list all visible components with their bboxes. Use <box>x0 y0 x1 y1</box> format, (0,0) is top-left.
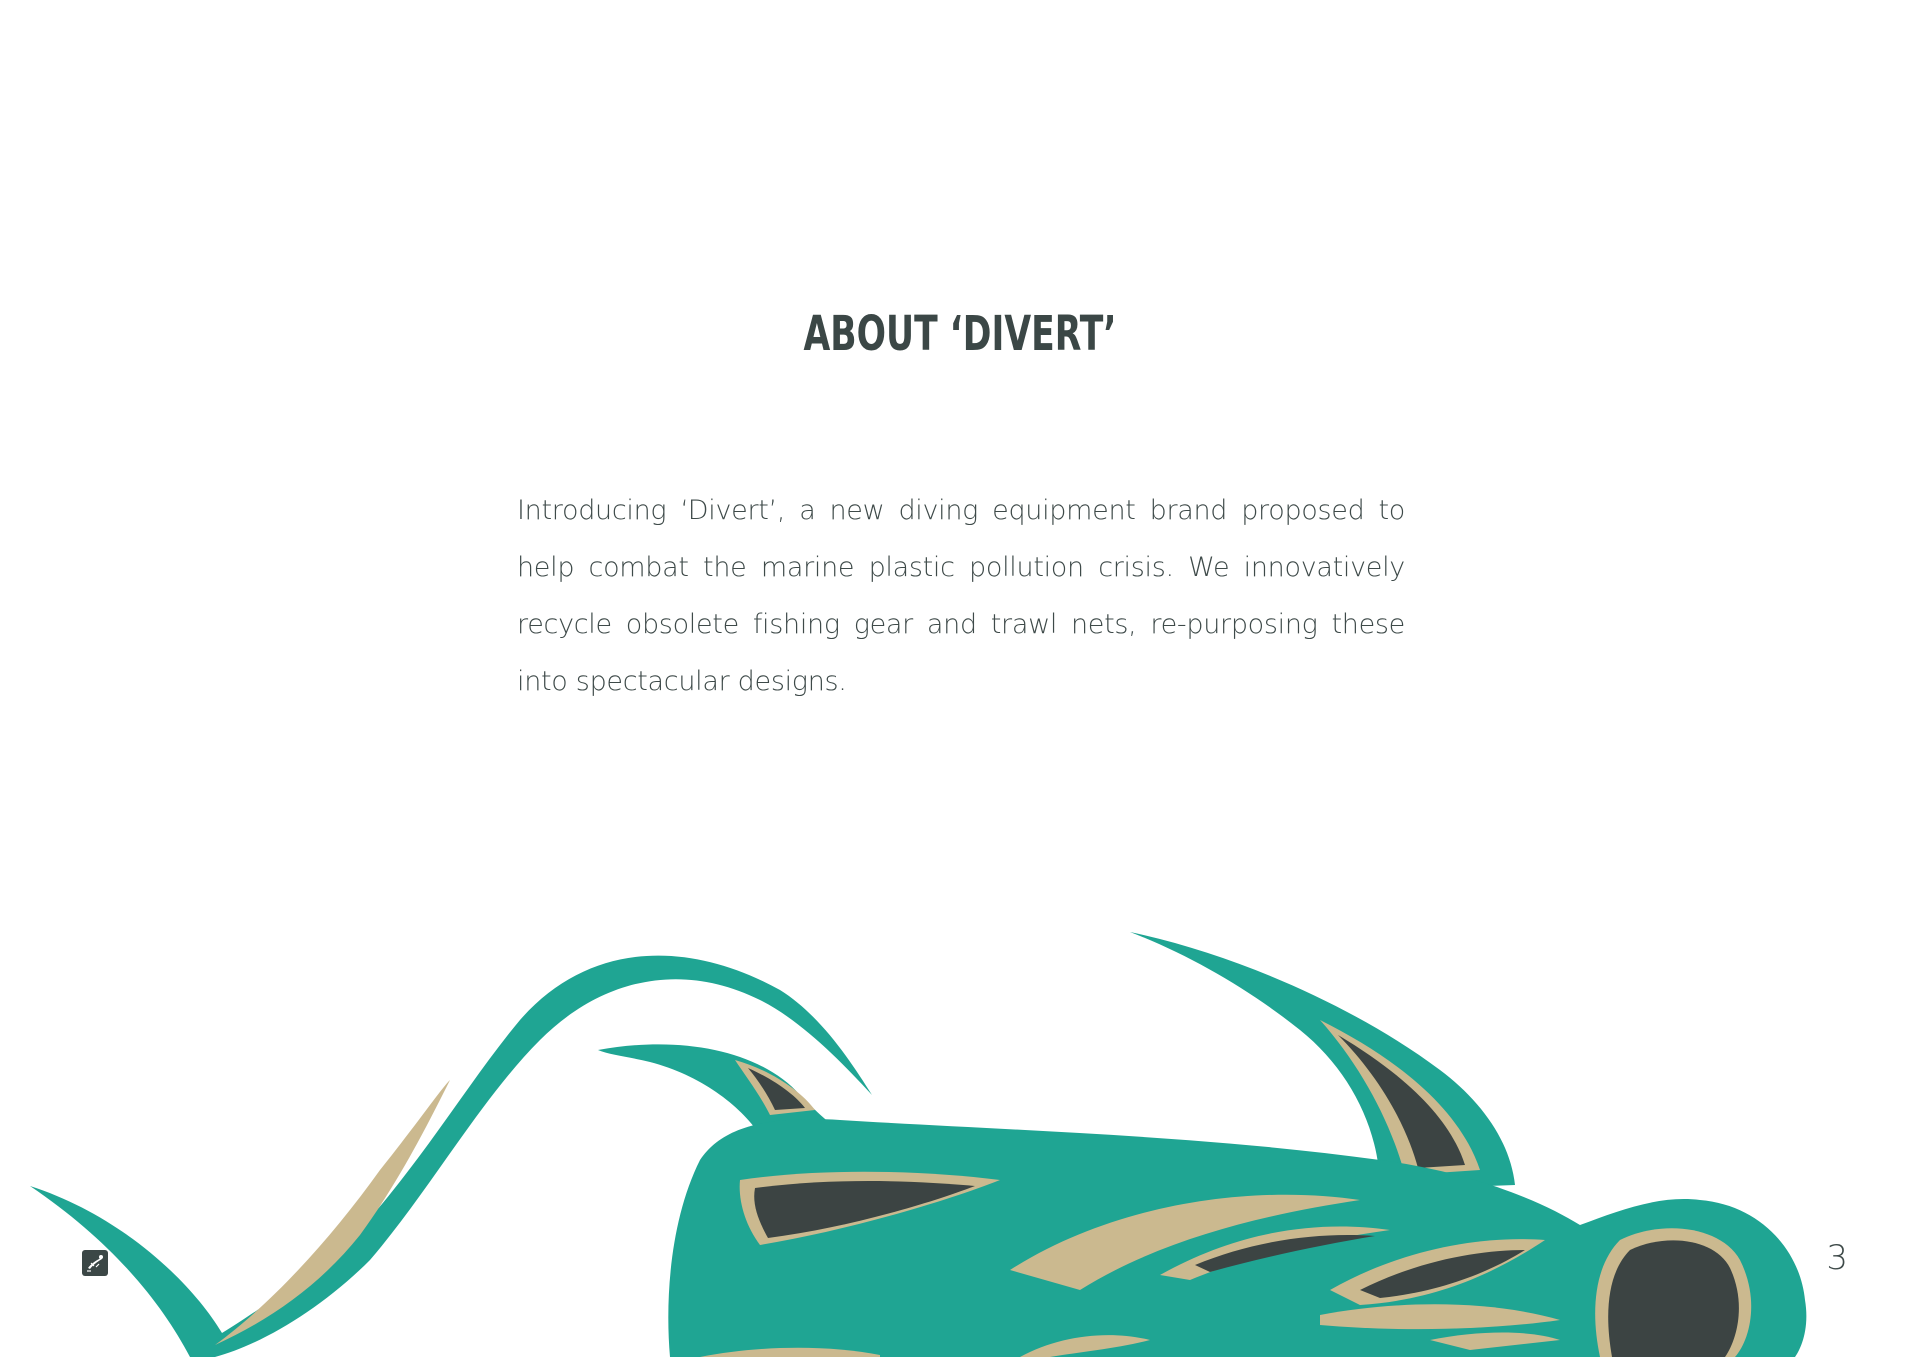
intro-paragraph: Introducing ‘Divert’, a new diving equipment brand proposed to help combat the marine plastic pollution crisis. We innovatively recycle obsolete fishing gear and trawl nets, re-purposing these into spectacular designs. <box>517 495 1405 697</box>
fish-tail-whip-inlay <box>215 1080 450 1345</box>
diver-logo-badge <box>82 1250 108 1276</box>
page-title: ABOUT ‘DIVERT’ <box>803 306 1117 362</box>
page-number: 3 <box>1826 1238 1848 1278</box>
diver-logo-icon <box>82 1250 108 1276</box>
fish-head-dark <box>1608 1240 1739 1357</box>
